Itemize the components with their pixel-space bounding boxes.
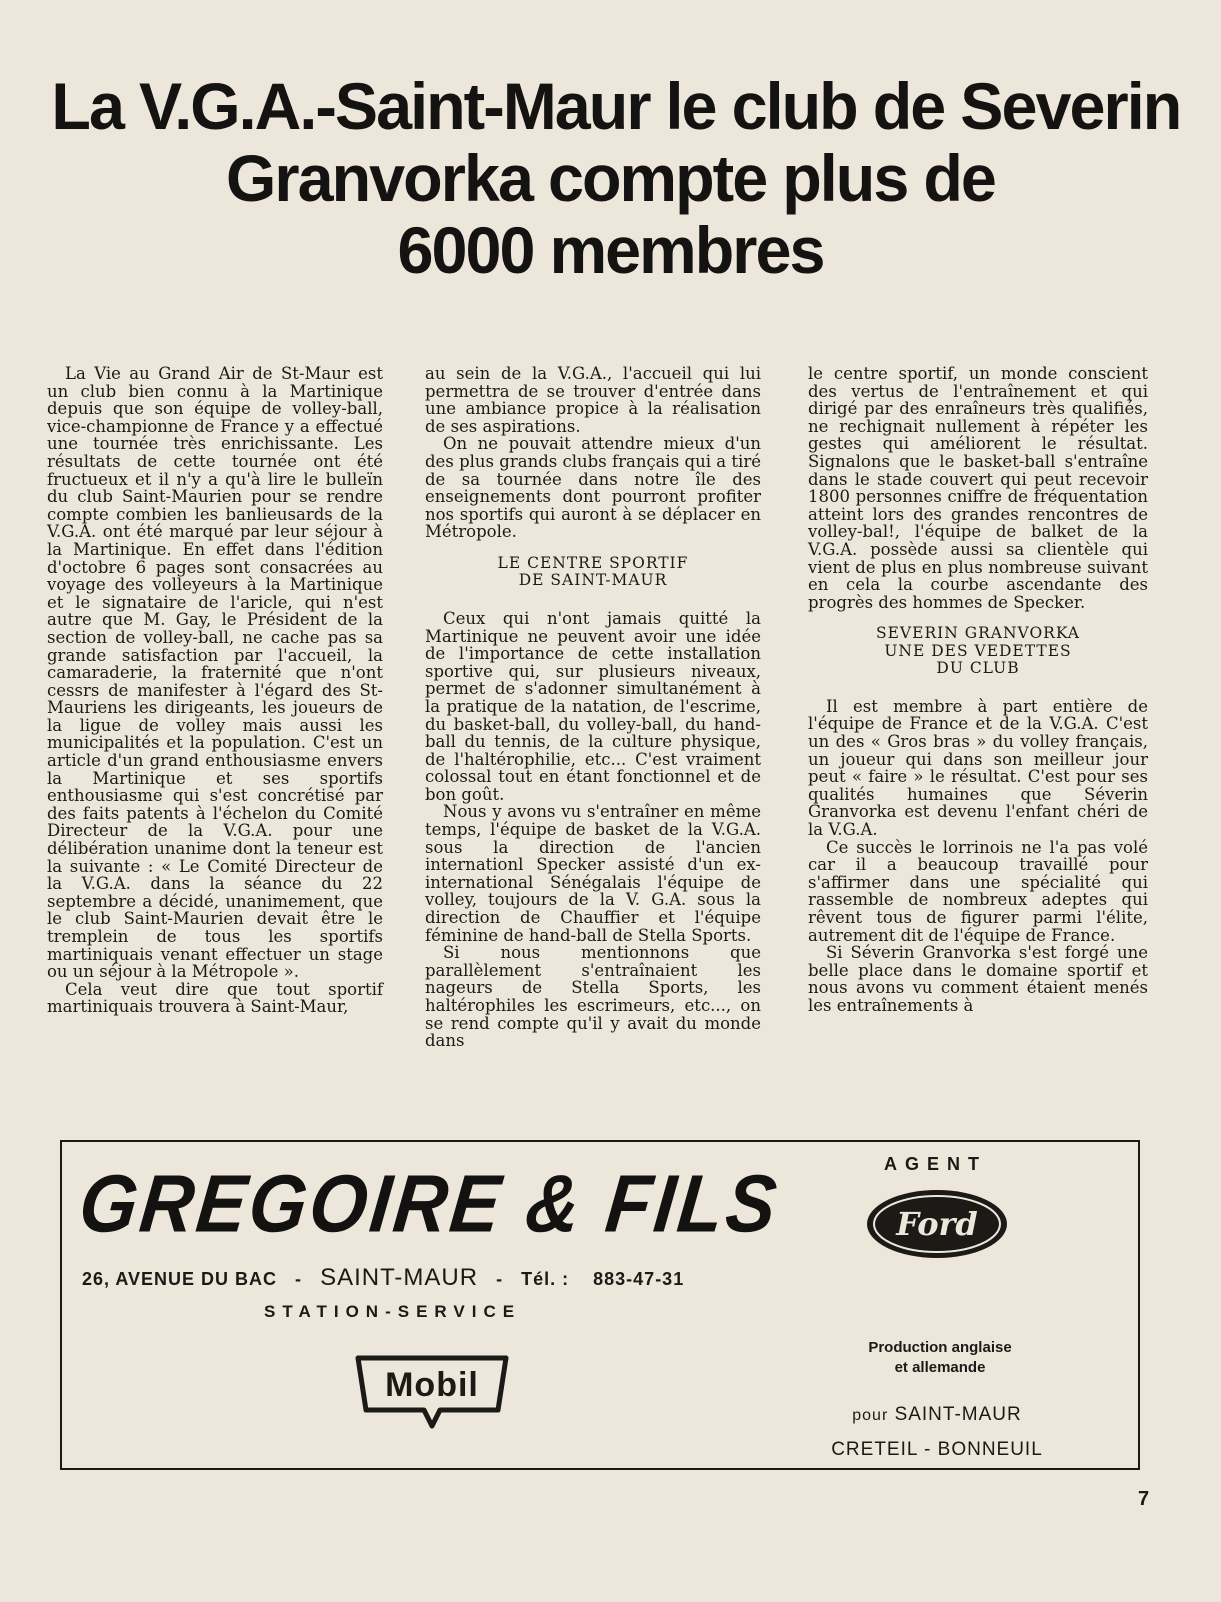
article-title	[51, 69, 1181, 287]
article-column-2	[425, 365, 761, 1050]
ford-logo	[862, 1184, 1012, 1264]
paragraph: Nous y avons vu s'entraîner en même temps, l'équipe de basket de la V.G.A. sous la direction de l'ancien internationl Specker assisté d'un ex-international Sénégalais l'équipe de volley, toujours de la V. G.A. sous la direction de Chauffier et l'équipe féminine de hand-ball de Stella Sports.	[425, 802, 761, 945]
subheading-line: DE SAINT-MAUR	[518, 571, 668, 590]
ford-wordmark: Ford	[896, 1205, 978, 1243]
ad-tel: 883-47-31	[593, 1269, 685, 1289]
ad-town: CRETEIL	[831, 1439, 918, 1460]
title-line-2: Granvorka compte plus de	[226, 141, 995, 215]
subheading-severin-granvorka	[808, 625, 1148, 678]
paragraph: Il est membre à part entière de l'équipe de France et de la V.G.A. C'est un des « Gros bras » du volley français, un joueur qui dans son meilleur jour peut « faire » le résultat. C'est pour ses qualités humaines que Séverin Granvorka est devenu l'enfant chéri de la V.G.A.	[808, 696, 1148, 839]
paragraph: La Vie au Grand Air de St-Maur est un club bien connu à la Martinique depuis que son équipe de volley-ball, vice-championne de France y a effectué une tournée très enrichissante. Les résultats de cette tournée ont été fructueux et il n'y a qu'à lire le bulleïn du club Saint-Maurien pour se rendre compte combien les banlieusards de la V.G.A. ont été marqué par leur séjour à la Martinique. En effet dans l'édition d'octobre 6 pages sont consacrées au voyage des volleyeurs à la Martinique et le signataire de l'aricle, qui n'est autre que M. Gay, le Président de la section de volley-ball, ne cache pas sa grande satisfaction par l'accueil, la camaraderie, la fraternité que n'ont cessrs de manifester à l'égard des St-Mauriens les dirigeants, les joueurs de la ligue de volley mais aussi les municipalités et la population. C'est un article d'un grand enthousiasme envers la Martinique et ses sportifs enthousiasme qui s'est concrétisé par des faits patents à l'échelon du Comité Directeur de la V.G.A. pour une délibération unanime dont la teneur est la suivante : « Le Comité Directeur de la V.G.A. dans la séance du 22 septembre a décidé, unanimement, que le club Saint-Maurien devait être le tremplein de tous les sportifs martiniquais venant effectuer un stage ou un séjour à la Métropole ».	[47, 364, 383, 982]
subheading-line: UNE DES VEDETTES	[884, 641, 1072, 660]
subheading-line: LE CENTRE SPORTIF	[497, 553, 689, 572]
paragraph: Ceux qui n'ont jamais quitté la Martinique ne peuvent avoir une idée de l'importance de cette installation sportive qui, sur plusieurs niveaux, permet de s'adonner simultanément à la pratique de la natation, de l'escrime, du basket-ball, du volley-ball, du hand-ball du tennis, de la culture physique, de l'haltérophilie, etc... C'est vraiment colossal tout en étant fonctionnel et de bon goût.	[425, 608, 761, 804]
page-number: 7	[1138, 1488, 1150, 1510]
paragraph: Si Séverin Granvorka s'est forgé une belle place dans le domaine sportif et nous avons vu comment étaient menés les entraînements à	[808, 943, 1148, 1015]
ad-business-name: GREGOIRE & FILS	[75, 1157, 784, 1250]
ad-production-line: Production anglaise	[868, 1339, 1012, 1356]
ad-towns	[802, 1398, 1072, 1467]
paragraph: Si nous mentionnons que parallèlement s'entraînaient les nageurs de Stella Sports, les haltérophiles les escrimeurs, etc..., on se rend compte qu'il y avait du monde dans	[425, 943, 761, 1051]
subheading-line: SEVERIN GRANVORKA	[876, 624, 1080, 643]
paragraph: On ne pouvait attendre mieux d'un des plus grands clubs français qui a tiré de sa tournée dans notre île des enseignements dont pourront profiter nos sportifs qui auront à se déplacer en Métropole.	[425, 434, 761, 542]
mobil-logo	[352, 1352, 512, 1432]
ad-pour: pour	[852, 1407, 889, 1424]
ad-production	[840, 1338, 1040, 1378]
separator: -	[295, 1269, 303, 1289]
separator: -	[496, 1269, 504, 1289]
subheading-line: DU CLUB	[936, 659, 1020, 678]
mobil-wordmark: Mobil	[385, 1366, 479, 1404]
article-column-1	[47, 365, 383, 1016]
ad-tel-label: Tél. :	[521, 1269, 570, 1289]
title-line-1: La V.G.A.-Saint-Maur le club de Severin	[51, 69, 1181, 143]
paragraph: le centre sportif, un monde conscient des vertus de l'entraînement et qui dirigé par des enraîneurs très qualifiés, ne rechignait nullement à répéter les gestes qui améliorent le résultat. Signalons que le basket-ball s'entraîne dans le stade couvert qui peut recevoir 1800 personnes cniffre de fréquentation atteint lors des grandes rencontres de volley-bal!, l'équipe de balket de la V.G.A. possède aussi sa clientèle qui vient de plus en plus nombreuse suivant en cela la courbe ascendante des progrès des hommes de Specker.	[808, 364, 1148, 612]
separator: -	[924, 1439, 932, 1460]
advertisement	[60, 1140, 1140, 1470]
paragraph: Ce succès le lorrinois ne l'a pas volé car il a beaucoup travaillé pour s'affirmer dans une spécialité qui rassemble de nombreux adeptes qui rêvent tous de figurer parmi l'élite, autrement dit de l'équipe de France.	[808, 837, 1148, 945]
ad-town: BONNEUIL	[937, 1439, 1043, 1460]
ford-oval-icon	[862, 1184, 1012, 1264]
paragraph: Cela veut dire que tout sportif martiniquais trouvera à Saint-Maur,	[47, 979, 383, 1017]
ad-street: 26, AVENUE DU BAC	[82, 1269, 278, 1289]
paragraph: au sein de la V.G.A., l'accueil qui lui permettra de se trouver d'entrée dans une ambiance propice à la réalisation de ses aspirations.	[425, 364, 761, 436]
ad-agent-label: AGENT	[884, 1154, 987, 1174]
subheading-centre-sportif	[425, 555, 761, 590]
ad-town: SAINT-MAUR	[894, 1404, 1022, 1425]
title-line-3: 6000 membres	[397, 213, 824, 287]
article-column-3	[808, 365, 1148, 1015]
ad-city: SAINT-MAUR	[320, 1264, 479, 1291]
ad-production-line: et allemande	[894, 1359, 986, 1376]
ad-station-service: STATION-SERVICE	[264, 1302, 522, 1321]
ad-address	[82, 1264, 684, 1292]
